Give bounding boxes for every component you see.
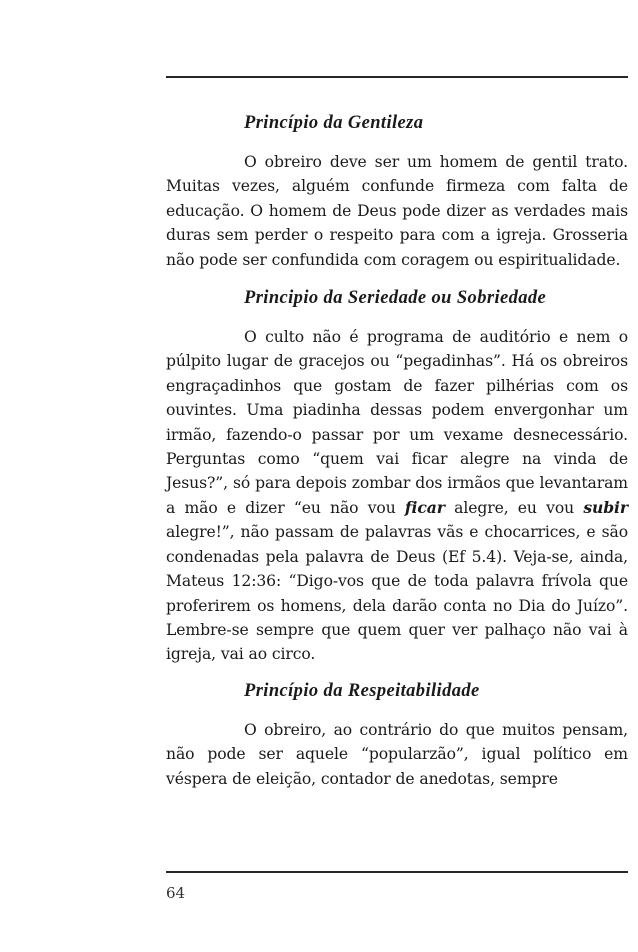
top-rule: [166, 76, 628, 78]
paragraph-seriedade-part1: O culto não é programa de auditório e nem o púlpito lugar de gracejos ou “pegadinhas”. Há os obreiros engraçadinhos que gostam de fazer pilhérias com os ouvintes. Uma piadinha dessas podem envergonhar um irmão, fazendo-o passar por um vexame desnecessário. Perguntas como “quem vai ficar alegre na vinda de Jesus?”, só para depois zombar dos irmãos que levantaram a mão e dizer “eu não vou: [166, 328, 628, 517]
paragraph-seriedade-part2: alegre, eu vou: [454, 498, 575, 517]
book-page-body: [166, 108, 628, 791]
page-number: 64: [166, 884, 186, 902]
section-heading-seriedade: Principio da Seriedade ou Sobriedade: [244, 288, 547, 309]
paragraph-respeitabilidade: O obreiro, ao contrário do que muitos pensam, não pode ser aquele “popularzão”, igual político em véspera de eleição, contador de anedotas, sempre: [166, 720, 628, 788]
emphasis-subir: subir: [583, 497, 628, 517]
section-heading-respeitabilidade: Princípio da Respeitabilidade: [244, 680, 480, 701]
bottom-rule: [166, 871, 628, 873]
paragraph-gentileza: O obreiro deve ser um homem de gentil trato. Muitas vezes, alguém confunde firmeza com falta de educação. O homem de Deus pode dizer as verdades mais duras sem perder o respeito para com a igreja. Grosseria não pode ser confundida com coragem ou espiritualidade.: [166, 153, 628, 269]
emphasis-ficar: ficar: [404, 497, 445, 517]
paragraph-seriedade: [166, 325, 628, 667]
paragraph-seriedade-part3: alegre!”, não passam de palavras vãs e chocarrices, e são condenadas pela palavra de Deus (Ef 5.4). Veja-se, ainda, Mateus 12:36: “Digo-vos que de toda palavra frívola que proferirem os homens, dela darão conta no Dia do Juízo”. Lembre-se sempre que quem quer ver palhaço não vai à igreja, vai ao circo.: [166, 523, 628, 664]
section-heading-gentileza: Princípio da Gentileza: [244, 113, 424, 133]
